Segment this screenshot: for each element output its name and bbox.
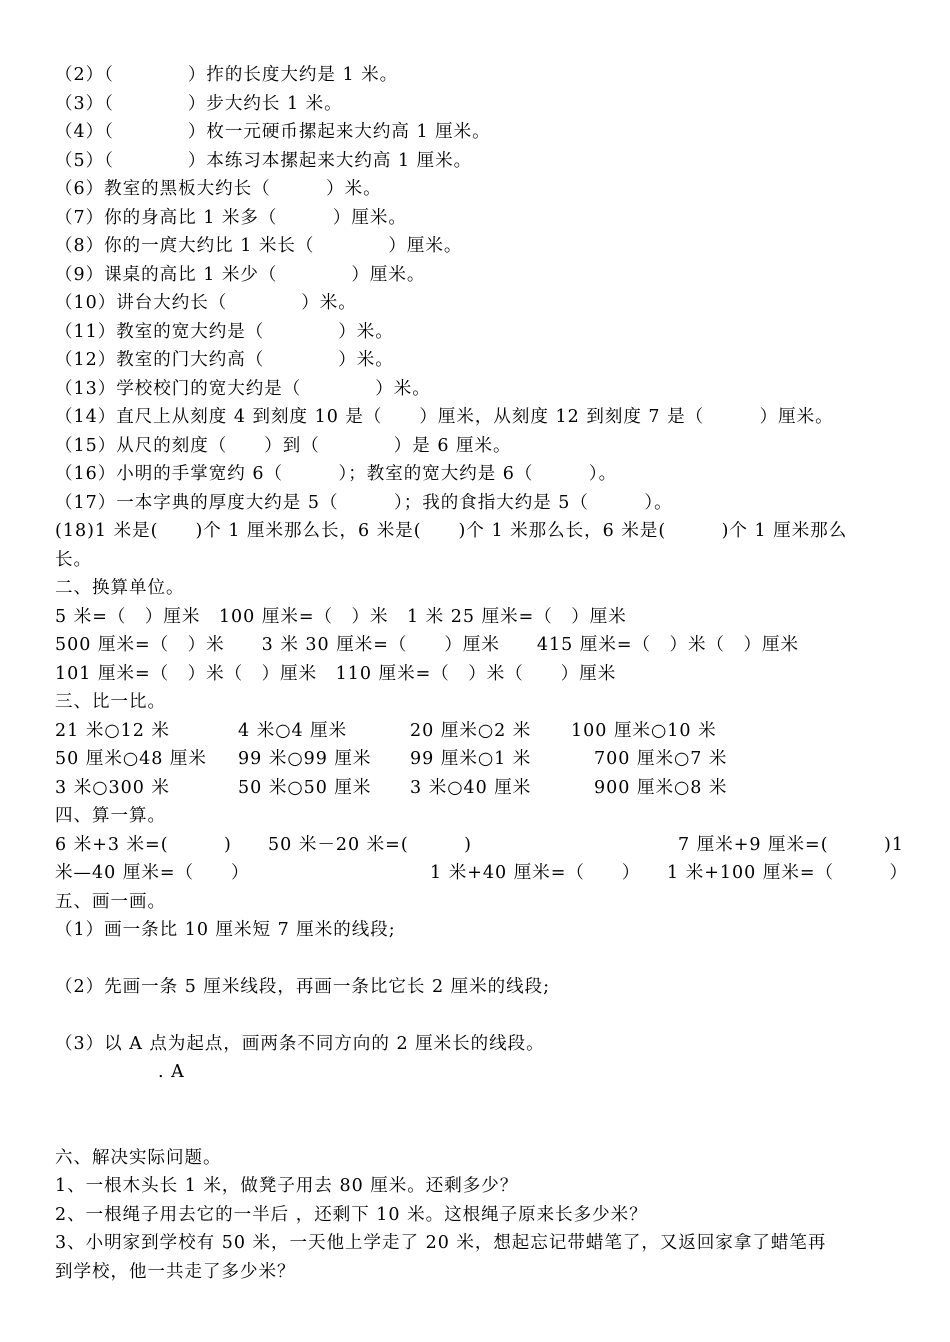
question-line: （16）小明的手掌宽约 6（ ）；教室的宽大约是 6（ ）。: [55, 464, 618, 484]
compare-item: 50 米○50 厘米: [238, 778, 372, 798]
section-heading: 二、换算单位。: [55, 578, 185, 598]
conversion-line: 5 米=（ ）厘米 100 厘米=（ ）米 1 米 25 厘米=（ ）厘米: [55, 607, 627, 627]
word-problem: 3、小明家到学校有 50 米，一天他上学走了 20 米，想起忘记带蜡笔了，又返回家拿了蜡笔再: [55, 1233, 827, 1253]
compare-item: 3 米○40 厘米: [410, 778, 532, 798]
question-line: （15）从尺的刻度（ ）到（ ）是 6 厘米。: [55, 436, 512, 456]
question-line: （11）教室的宽大约是（ ）米。: [55, 322, 394, 342]
question-line: （7）你的身高比 1 米多（ ）厘米。: [55, 208, 407, 228]
calc-item: 50 米－20 米=( ): [268, 835, 472, 855]
calc-item: 1 米+40 厘米=（ ）: [430, 863, 641, 883]
drawing-task: （1）画一条比 10 厘米短 7 厘米的线段;: [55, 920, 396, 940]
compare-item: 20 厘米○2 米: [410, 721, 532, 741]
question-line: （12）教室的门大约高（ ）米。: [55, 350, 394, 370]
compare-item: 900 厘米○8 米: [594, 778, 728, 798]
question-line: （3）（ ）步大约长 1 米。: [55, 94, 343, 114]
calc-item: 6 米+3 米=( ): [55, 835, 232, 855]
question-line: （2）（ ）拃的长度大约是 1 米。: [55, 65, 399, 85]
question-line: （8）你的一庹大约比 1 米长（ ）厘米。: [55, 236, 463, 256]
question-line: （4）（ ）枚一元硬币摞起来大约高 1 厘米。: [55, 122, 491, 142]
word-problem: 到学校，他一共走了多少米？: [55, 1262, 296, 1282]
question-line: （6）教室的黑板大约长（ ）米。: [55, 179, 382, 199]
question-line: （17）一本字典的厚度大约是 5（ ）；我的食指大约是 5（ ）。: [55, 493, 673, 513]
question-line: （10）讲台大约长（ ）米。: [55, 293, 357, 313]
question-line: （13）学校校门的宽大约是（ ）米。: [55, 379, 431, 399]
question-line: （5）（ ）本练习本摞起来大约高 1 厘米。: [55, 151, 473, 171]
section-heading: 四、算一算。: [55, 806, 166, 826]
drawing-task: （2）先画一条 5 厘米线段，再画一条比它长 2 厘米的线段;: [55, 977, 551, 997]
word-problem: 1、一根木头长 1 米，做凳子用去 80 厘米。还剩多少？: [55, 1176, 519, 1196]
compare-item: 700 厘米○7 米: [594, 749, 728, 769]
conversion-line: 500 厘米=（ ）米 3 米 30 厘米=（ ）厘米 415 厘米=（ ）米（ ）厘米: [55, 635, 800, 655]
compare-item: 99 米○99 厘米: [238, 749, 372, 769]
point-a-label: . A: [158, 1062, 185, 1082]
compare-item: 3 米○300 米: [55, 778, 170, 798]
section-heading: 六、解决实际问题。: [55, 1148, 222, 1168]
compare-item: 4 米○4 厘米: [238, 721, 348, 741]
section-heading: 三、比一比。: [55, 692, 166, 712]
section-heading: 五、画一画。: [55, 892, 166, 912]
compare-item: 50 厘米○48 厘米: [55, 749, 207, 769]
calc-item: 7 厘米+9 厘米=( )1: [678, 835, 905, 855]
calc-item: 米—40 厘米=（ ）: [55, 863, 250, 883]
question-line: （14）直尺上从刻度 4 到刻度 10 是（ ）厘米，从刻度 12 到刻度 7 是（ ）厘米。: [55, 407, 834, 427]
calc-item: 1 米+100 厘米=（ ）: [667, 863, 908, 883]
question-line: 长。: [55, 550, 92, 570]
drawing-task: （3）以 A 点为起点，画两条不同方向的 2 厘米长的线段。: [55, 1034, 545, 1054]
question-line: （9）课桌的高比 1 米少（ ）厘米。: [55, 265, 426, 285]
compare-item: 21 米○12 米: [55, 721, 170, 741]
word-problem: 2、一根绳子用去它的一半后 ，还剩下 10 米。这根绳子原来长多少米？: [55, 1205, 648, 1225]
conversion-line: 101 厘米=（ ）米（ ）厘米 110 厘米=（ ）米（ ）厘米: [55, 664, 617, 684]
compare-item: 100 厘米○10 米: [571, 721, 717, 741]
question-line: (18)1 米是( )个 1 厘米那么长，6 米是( )个 1 米那么长，6 米是( )个 1 厘米那么: [55, 521, 848, 541]
compare-item: 99 厘米○1 米: [410, 749, 532, 769]
